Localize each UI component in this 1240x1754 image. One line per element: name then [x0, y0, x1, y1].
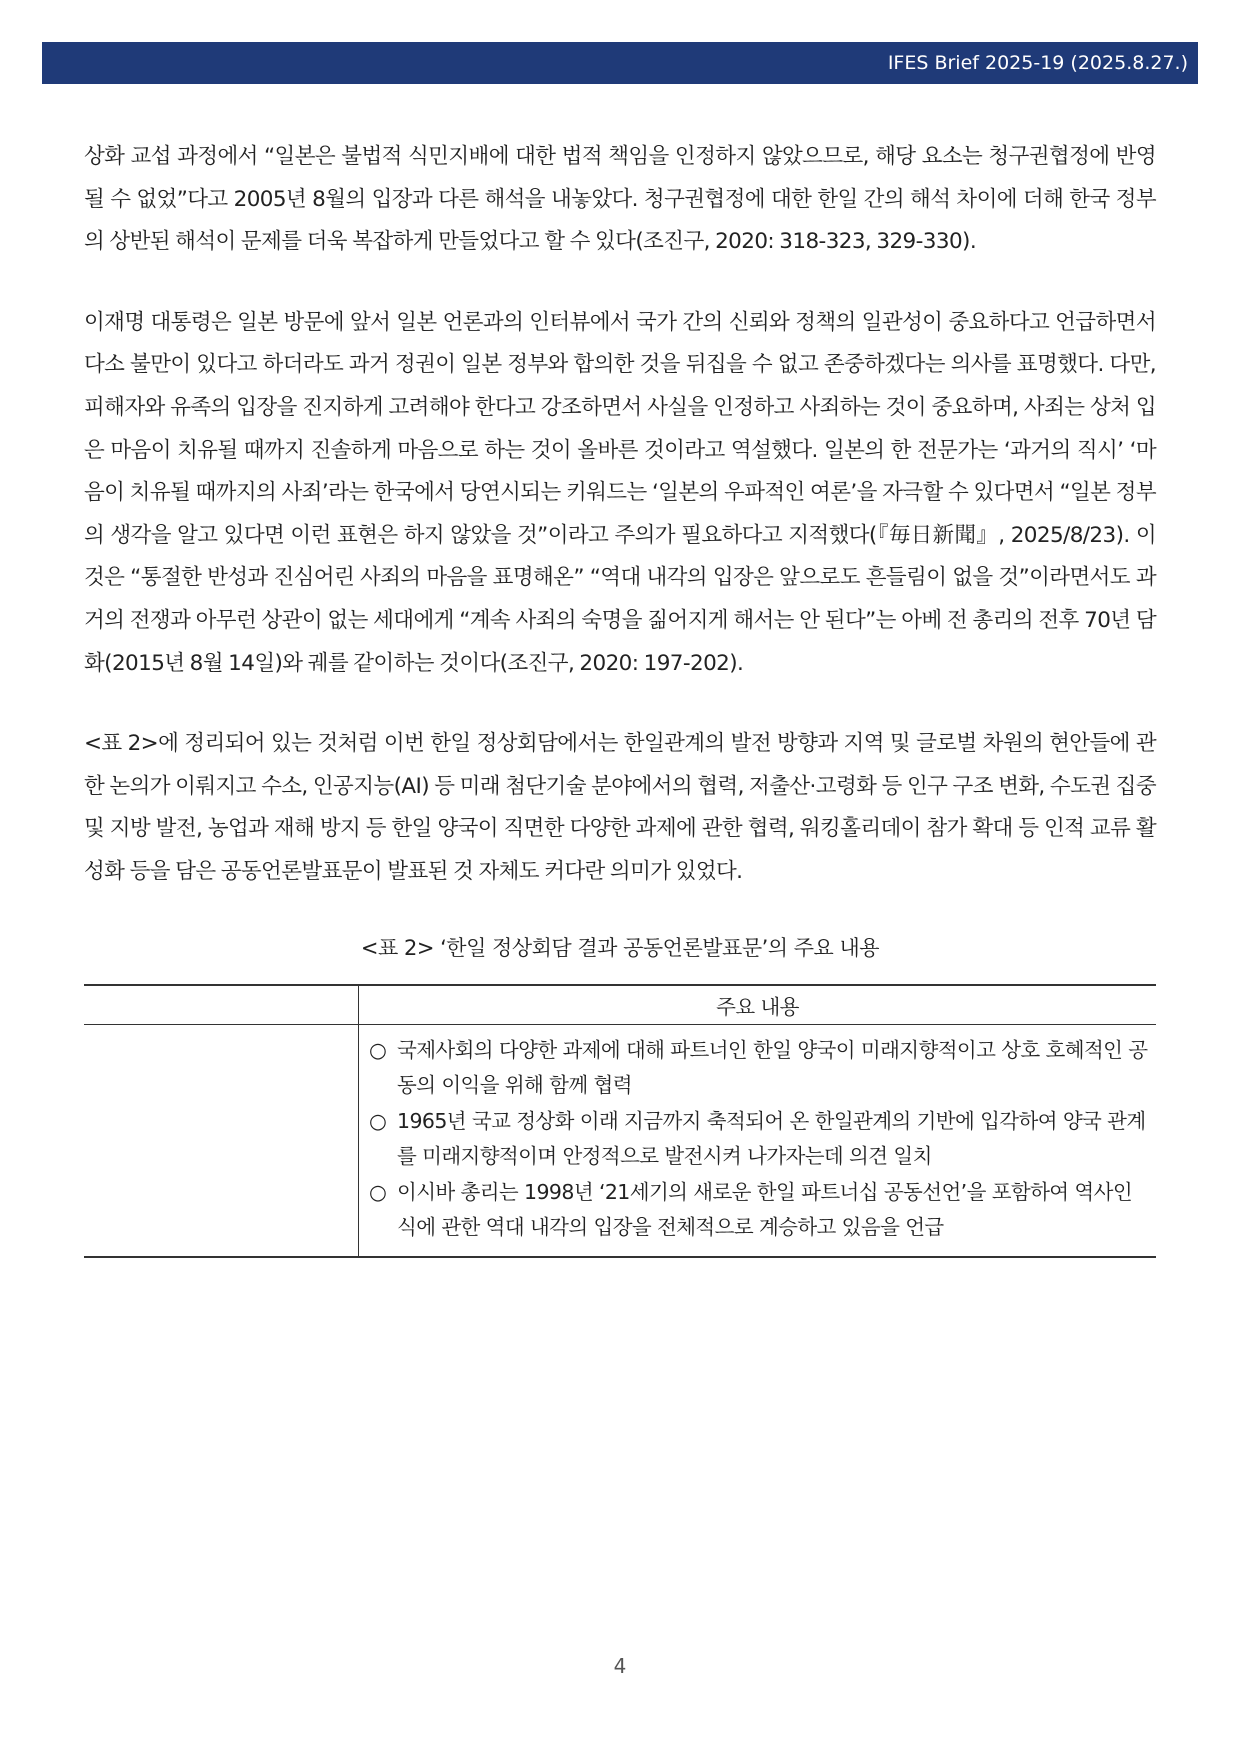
- list-item: [369, 1033, 1150, 1104]
- summary-table: [84, 984, 1156, 1258]
- paragraph-3: <표 2>에 정리되어 있는 것처럼 이번 한일 정상회담에서는 한일관계의 발전 방향과 지역 및 글로벌 차원의 현안들에 관한 논의가 이뤄지고 수소, 인공지능(AI) 등 미래 첨단기술 분야에서의 협력, 저출산·고령화 등 인구 구조 변화, 수도권 집중 및 지방 발전, 농업과 재해 방지 등 한일 양국이 직면한 다양한 과제에 관한 협력, 워킹홀리데이 참가 확대 등 인적 교류 활성화 등을 담은 공동언론발표문이 발표된 것 자체도 커다란 의미가 있었다.: [84, 731, 1156, 884]
- table-row: [84, 1024, 1156, 1257]
- table-row-label: [84, 1024, 359, 1257]
- table-header-label: [84, 985, 359, 1025]
- circle-bullet-icon: ○: [369, 1179, 387, 1204]
- table-header-content: 주요 내용: [359, 985, 1157, 1025]
- table-header-row: [84, 985, 1156, 1025]
- table-row-content: [359, 1024, 1157, 1257]
- paragraph-1: 상화 교섭 과정에서 “일본은 불법적 식민지배에 대한 법적 책임을 인정하지 않았으므로, 해당 요소는 청구권협정에 반영될 수 없었”다고 2005년 8월의 입장과 다른 해석을 내놓았다. 청구권협정에 대한 한일 간의 해석 차이에 더해 한국 정부의 상반된 해석이 문제를 더욱 복잡하게 만들었다고 할 수 있다(조진구, 2020: 318-323, 329-330).: [84, 144, 1156, 255]
- circle-bullet-icon: ○: [369, 1037, 387, 1062]
- circle-bullet-icon: ○: [369, 1108, 387, 1133]
- list-item-text: 이시바 총리는 1998년 ‘21세기의 새로운 한일 파트너십 공동선언’을 포함하여 역사인식에 관한 역대 내각의 입장을 전체적으로 계승하고 있음을 언급: [397, 1179, 1133, 1239]
- list-item-text: 국제사회의 다양한 과제에 대해 파트너인 한일 양국이 미래지향적이고 상호 호혜적인 공동의 이익을 위해 함께 협력: [397, 1037, 1148, 1097]
- table-caption: <표 2> ‘한일 정상회담 결과 공동언론발표문’의 주요 내용: [360, 935, 880, 960]
- brief-identifier: IFES Brief 2025-19 (2025.8.27.): [887, 52, 1188, 74]
- list-item-text: 1965년 국교 정상화 이래 지금까지 축적되어 온 한일관계의 기반에 입각하여 양국 관계를 미래지향적이며 안정적으로 발전시켜 나가자는데 의견 일치: [397, 1108, 1146, 1168]
- page-number: 4: [613, 1654, 627, 1678]
- list-item: [369, 1104, 1150, 1175]
- list-item: [369, 1175, 1150, 1246]
- header-bar: [42, 42, 1198, 84]
- document-body: [84, 136, 1156, 1258]
- paragraph-2: 이재명 대통령은 일본 방문에 앞서 일본 언론과의 인터뷰에서 국가 간의 신뢰와 정책의 일관성이 중요하다고 언급하면서 다소 불만이 있다고 하더라도 과거 정권이 일본 정부와 합의한 것을 뒤집을 수 없고 존중하겠다는 의사를 표명했다. 다만, 피해자와 유족의 입장을 진지하게 고려해야 한다고 강조하면서 사실을 인정하고 사죄하는 것이 중요하며, 사죄는 상처 입은 마음이 치유될 때까지 진솔하게 마음으로 하는 것이 올바른 것이라고 역설했다. 일본의 한 전문가는 ‘과거의 직시’ ‘마음이 치유될 때까지의 사죄’라는 한국에서 당연시되는 키워드는 ‘일본의 우파적인 여론’을 자극할 수 있다면서 “일본 정부의 생각을 알고 있다면 이런 표현은 하지 않았을 것”이라고 주의가 필요하다고 지적했다(『毎日新聞』, 2025/8/23). 이것은 “통절한 반성과 진심어린 사죄의 마음을 표명해온” “역대 내각의 입장은 앞으로도 흔들림이 없을 것”이라면서도 과거의 전쟁과 아무런 상관이 없는 세대에게 “계속 사죄의 숙명을 짊어지게 해서는 안 된다”는 아베 전 총리의 전후 70년 담화(2015년 8월 14일)와 궤를 같이하는 것이다(조진구, 2020: 197-202).: [84, 309, 1156, 676]
